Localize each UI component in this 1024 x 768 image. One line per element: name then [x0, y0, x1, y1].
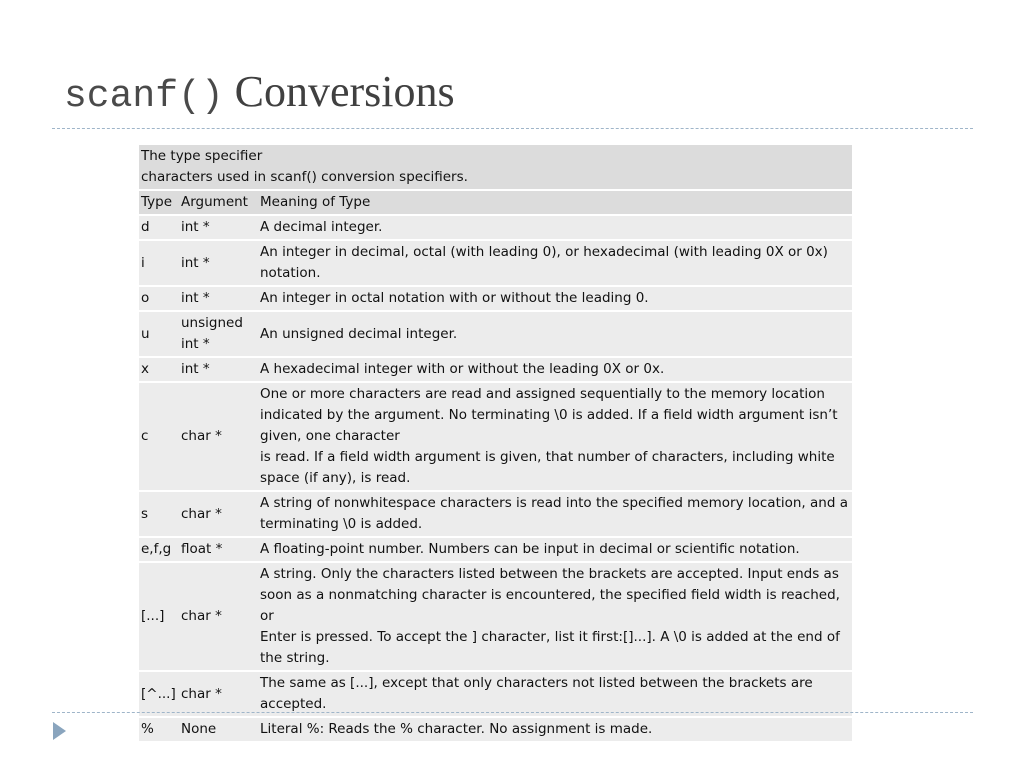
cell-type: x: [139, 358, 179, 381]
cell-meaning: [258, 312, 852, 356]
cell-type: c: [139, 383, 179, 490]
cell-meaning: [258, 241, 852, 285]
cell-type: o: [139, 287, 179, 310]
cell-type: i: [139, 241, 179, 285]
cell-argument: char *: [179, 492, 258, 536]
meaning-line: One or more characters are read and assigned sequentially to the memory location indicated by the argument. No terminating \0 is added. If a field width argument isn’t given, one character: [260, 386, 838, 444]
table-caption-row: [139, 145, 852, 189]
table-caption-line: The type specifier: [141, 148, 263, 164]
cell-argument: char *: [179, 672, 258, 716]
cell-type: d: [139, 216, 179, 239]
table-caption: [139, 145, 852, 189]
table-row: [139, 358, 852, 381]
table-row: [139, 216, 852, 239]
cell-type: [^...]: [139, 672, 179, 716]
meaning-line: Literal %: Reads the % character. No assignment is made.: [260, 721, 653, 737]
table-row: [139, 383, 852, 490]
cell-argument: int *: [179, 358, 258, 381]
table-row: [139, 718, 852, 741]
cell-type: u: [139, 312, 179, 356]
meaning-line: A string. Only the characters listed between the brackets are accepted. Input ends as soon as a nonmatching character is encountered, the specified field width is reached, or: [260, 566, 840, 624]
triangle-right-icon: [53, 722, 66, 740]
table-row: [139, 241, 852, 285]
cell-meaning: [258, 492, 852, 536]
conversion-specifier-table: [139, 143, 852, 743]
cell-argument: int *: [179, 216, 258, 239]
cell-meaning: [258, 563, 852, 670]
slide-title-code: scanf(): [64, 75, 224, 118]
slide-title: [64, 66, 455, 118]
cell-meaning: [258, 383, 852, 490]
cell-argument: int *: [179, 287, 258, 310]
cell-argument: float *: [179, 538, 258, 561]
meaning-line: An unsigned decimal integer.: [260, 325, 458, 342]
cell-meaning: [258, 358, 852, 381]
bottom-divider: [52, 712, 973, 713]
cell-type: s: [139, 492, 179, 536]
table-header-row: [139, 191, 852, 214]
table-row: [139, 312, 852, 356]
meaning-line: An integer in decimal, octal (with leading 0), or hexadecimal (with leading 0X or 0x) notation.: [260, 244, 828, 281]
cell-argument: char *: [179, 383, 258, 490]
table-row: [139, 672, 852, 716]
cell-type: [...]: [139, 563, 179, 670]
meaning-line: A hexadecimal integer with or without the leading 0X or 0x.: [260, 361, 665, 377]
cell-argument: None: [179, 718, 258, 741]
header-type: Type: [139, 191, 179, 214]
table-row: [139, 563, 852, 670]
table-row: [139, 287, 852, 310]
cell-meaning: [258, 538, 852, 561]
cell-meaning: [258, 287, 852, 310]
cell-meaning: [258, 718, 852, 741]
meaning-line: A string of nonwhitespace characters is read into the specified memory location, and a terminating \0 is added.: [260, 495, 848, 532]
meaning-line: A decimal integer.: [260, 219, 383, 235]
slide-title-text: Conversions: [234, 67, 455, 116]
meaning-line: A floating-point number. Numbers can be input in decimal or scientific notation.: [260, 541, 800, 557]
meaning-line: The same as [...], except that only characters not listed between the brackets are accepted.: [260, 675, 813, 712]
top-divider: [52, 128, 973, 129]
header-meaning: Meaning of Type: [258, 191, 852, 214]
cell-argument: unsigned int *: [179, 312, 258, 356]
header-argument: Argument: [179, 191, 258, 214]
cell-type: %: [139, 718, 179, 741]
table-caption-line: characters used in scanf() conversion specifiers.: [141, 169, 468, 185]
table-row: [139, 538, 852, 561]
cell-meaning: [258, 216, 852, 239]
cell-type: e,f,g: [139, 538, 179, 561]
table-row: [139, 492, 852, 536]
cell-argument: char *: [179, 563, 258, 670]
meaning-line: An integer in octal notation with or without the leading 0.: [260, 290, 649, 306]
cell-meaning: [258, 672, 852, 716]
meaning-line: Enter is pressed. To accept the ] character, list it first:[]...]. A \0 is added at the end of the string.: [260, 629, 840, 666]
meaning-line: is read. If a field width argument is given, that number of characters, including white space (if any), is read.: [260, 449, 835, 486]
cell-argument: int *: [179, 241, 258, 285]
